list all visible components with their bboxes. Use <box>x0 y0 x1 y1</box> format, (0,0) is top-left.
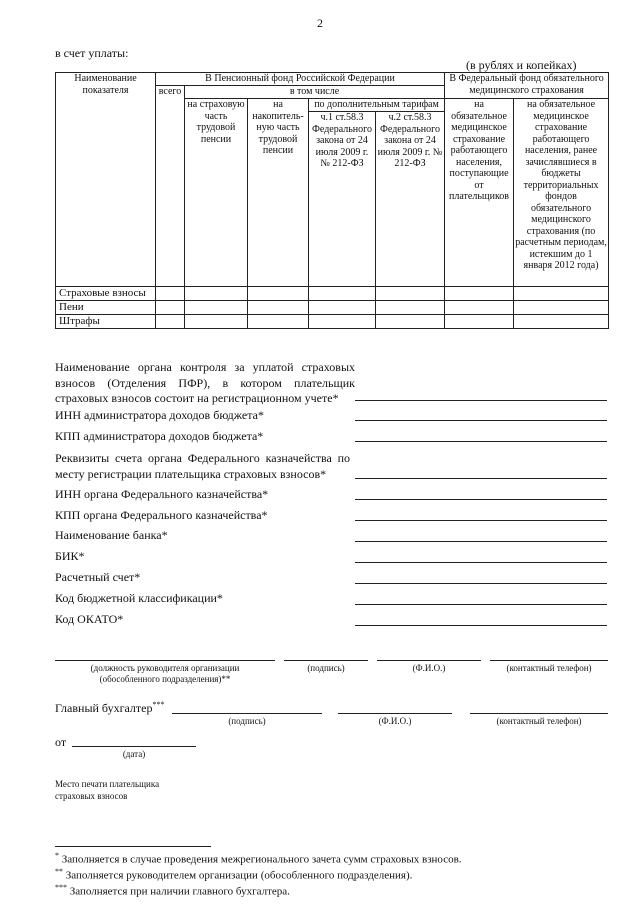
date-caption: (дата) <box>122 749 146 759</box>
table-row <box>56 301 609 315</box>
footnote-1: * Заполняется в случае проведения межрегионального зачета сумм страховых взносов. <box>55 851 462 866</box>
field-control-body: Наименование органа контроля за уплатой страховых взносов (Отделения ПФР), в котором плательщик страховых взносов состоит на регистрационном учете* <box>55 360 355 406</box>
field-admin-kpp: КПП администратора доходов бюджета* <box>55 429 264 443</box>
chief-fio-line[interactable] <box>338 713 452 714</box>
field-admin-inn-line[interactable] <box>355 420 607 421</box>
units-note: (в рублях и копейках) <box>466 58 577 72</box>
chief-accountant-label: Главный бухгалтер*** <box>55 700 165 715</box>
header-indicator: Наименование показателя <box>56 73 156 287</box>
stamp-place: Место печати плательщика страховых взносов <box>55 779 160 801</box>
page-number: 2 <box>317 16 323 30</box>
chief-fio-caption: (Ф.И.О.) <box>378 716 412 726</box>
head-fio-line[interactable] <box>377 660 481 661</box>
row-label: Штрафы <box>56 315 156 329</box>
header-ffoms: В Федеральный фонд обязательного медицинского страхования <box>445 73 609 99</box>
header-total: всего <box>156 86 185 287</box>
chief-phone-line[interactable] <box>470 713 608 714</box>
head-position-line[interactable] <box>55 660 275 661</box>
field-admin-kpp-line[interactable] <box>355 441 607 442</box>
footnote-3: *** Заполняется при наличии главного бухгалтера. <box>55 883 290 898</box>
field-admin-inn: ИНН администратора доходов бюджета* <box>55 408 264 422</box>
head-fio-caption: (Ф.И.О.) <box>412 663 446 673</box>
field-treasury-kpp-line[interactable] <box>355 520 607 521</box>
field-treasury-account: Реквизиты счета органа Федерального казначейства по месту регистрации плательщика страховых взносов* <box>55 451 350 481</box>
date-line[interactable] <box>72 746 196 747</box>
field-okato-line[interactable] <box>355 625 607 626</box>
header-art2: ч.2 ст.58.3 Федерального закона от 24 июля 2009 г. № 212-ФЗ <box>376 112 445 287</box>
footnote-2: ** Заполняется руководителем организации (обособленного подразделения). <box>55 867 413 882</box>
header-oms: на обязательное медицинское страхование работающего населения, поступающие от плательщиков <box>445 99 514 287</box>
row-label: Страховые взносы <box>56 287 156 301</box>
head-position-caption: (должность руководителя организации (обособленного подразделения)** <box>90 663 240 684</box>
field-treasury-kpp: КПП органа Федерального казначейства* <box>55 508 268 522</box>
header-including: в том числе <box>185 86 445 99</box>
head-signature-caption: (подпись) <box>307 663 345 673</box>
header-oms-prior: на обязательное медицинское страхование работающего населения, ранее зачислявшиеся в бюджеты территориальных фондов обязательного медицинского страхования (по расчетным периодам, истекшим до 1 января 2012 года) <box>514 99 609 287</box>
chief-signature-line[interactable] <box>172 713 322 714</box>
date-from-label: от <box>55 735 67 749</box>
field-kbk-line[interactable] <box>355 604 607 605</box>
table-row <box>56 315 609 329</box>
field-bank-name-line[interactable] <box>355 541 607 542</box>
intro-text: в счет уплаты: <box>55 46 129 60</box>
field-kbk: Код бюджетной классификации* <box>55 591 223 605</box>
header-funded: на накопитель-ную часть трудовой пенсии <box>248 99 309 287</box>
field-control-body-line[interactable] <box>355 400 607 401</box>
head-signature-line[interactable] <box>284 660 368 661</box>
field-bik-line[interactable] <box>355 562 607 563</box>
header-additional: по дополнительным тарифам <box>309 99 445 112</box>
field-treasury-inn: ИНН органа Федерального казначейства* <box>55 487 269 501</box>
field-account: Расчетный счет* <box>55 570 141 584</box>
header-art1: ч.1 ст.58.3 Федерального закона от 24 июля 2009 г. № 212-ФЗ <box>309 112 376 287</box>
table-row <box>56 287 609 301</box>
header-pfr: В Пенсионный фонд Российской Федерации <box>156 73 445 86</box>
field-okato: Код ОКАТО* <box>55 612 124 626</box>
row-label: Пени <box>56 301 156 315</box>
field-treasury-inn-line[interactable] <box>355 499 607 500</box>
head-phone-caption: (контактный телефон) <box>506 663 592 673</box>
field-account-line[interactable] <box>355 583 607 584</box>
payment-table <box>55 72 609 329</box>
field-treasury-account-line[interactable] <box>355 478 607 479</box>
chief-signature-caption: (подпись) <box>228 716 266 726</box>
field-bik: БИК* <box>55 549 85 563</box>
head-phone-line[interactable] <box>490 660 608 661</box>
chief-phone-caption: (контактный телефон) <box>496 716 582 726</box>
field-bank-name: Наименование банка* <box>55 528 168 542</box>
header-insurance: на страховую часть трудовой пенсии <box>185 99 248 287</box>
footnote-divider <box>55 846 211 847</box>
